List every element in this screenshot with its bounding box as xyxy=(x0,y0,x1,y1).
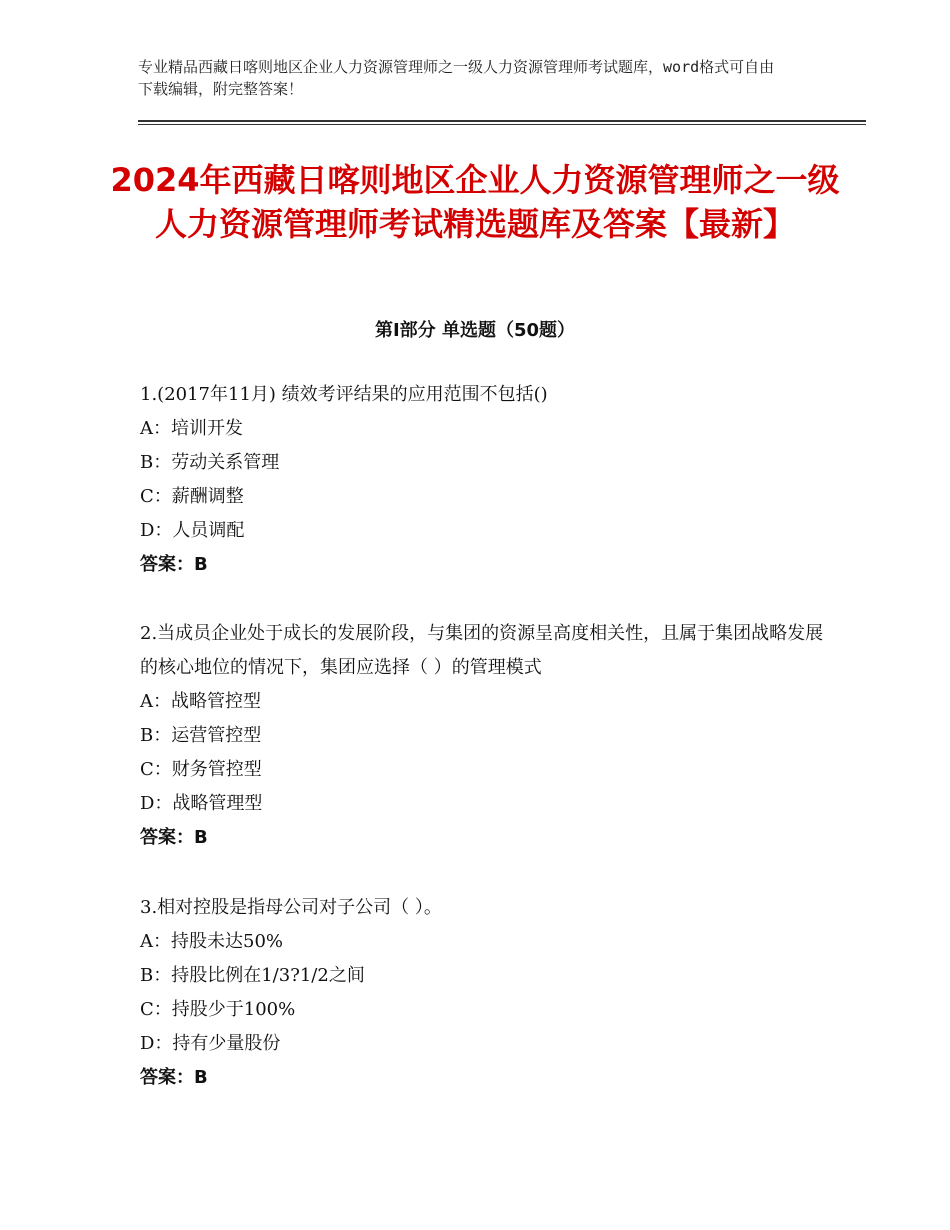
option-a: A：培训开发 xyxy=(140,418,243,439)
option-b: B：持股比例在1/3?1/2之间 xyxy=(140,965,365,986)
option-b: B：劳动关系管理 xyxy=(140,452,280,473)
document-title: 2024年西藏日喀则地区企业人力资源管理师之一级人力资源管理师考试精选题库及答案【最新】 xyxy=(110,161,840,243)
question-2 xyxy=(140,617,830,855)
answer: 答案：B xyxy=(140,554,208,575)
option-d: D：人员调配 xyxy=(140,520,245,541)
header-rule-thin xyxy=(138,124,866,125)
question-1 xyxy=(140,378,830,582)
header-rule-thick xyxy=(138,120,866,122)
answer: 答案：B xyxy=(140,1067,208,1088)
question-stem: 1.(2017年11月) 绩效考评结果的应用范围不包括() xyxy=(140,384,548,405)
option-b: B：运营管控型 xyxy=(140,725,262,746)
question-stem: 3.相对控股是指母公司对子公司（ ）。 xyxy=(140,897,442,918)
option-d: D：战略管理型 xyxy=(140,793,263,814)
header-note: 专业精品西藏日喀则地区企业人力资源管理师之一级人力资源管理师考试题库，word格式可自由下载编辑，附完整答案！ xyxy=(138,58,775,98)
question-3 xyxy=(140,891,830,1095)
option-d: D：持有少量股份 xyxy=(140,1033,281,1054)
option-c: C：持股少于100% xyxy=(140,999,296,1020)
answer: 答案：B xyxy=(140,827,208,848)
option-a: A：持股未达50% xyxy=(140,931,284,952)
section-title: 第Ⅰ部分 单选题（50题） xyxy=(374,320,575,341)
question-stem: 2.当成员企业处于成长的发展阶段，与集团的资源呈高度相关性，且属于集团战略发展的核心地位的情况下，集团应选择（ ）的管理模式 xyxy=(140,623,824,678)
option-c: C：薪酬调整 xyxy=(140,486,244,507)
option-c: C：财务管控型 xyxy=(140,759,262,780)
option-a: A：战略管控型 xyxy=(140,691,261,712)
